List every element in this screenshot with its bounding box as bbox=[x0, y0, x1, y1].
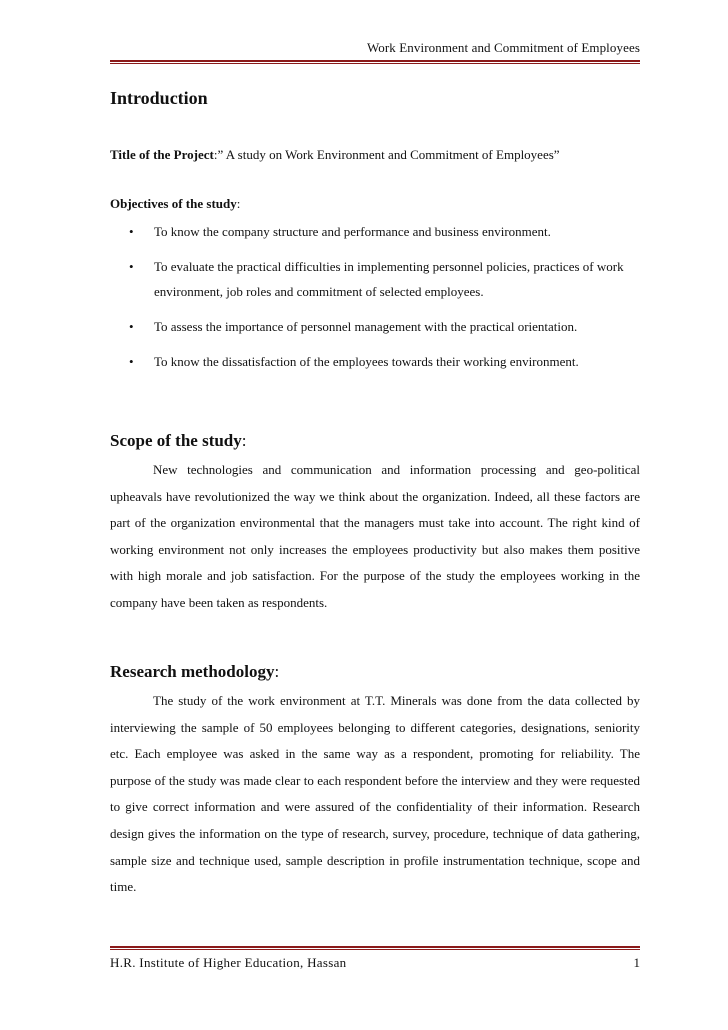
scope-heading bbox=[110, 431, 640, 451]
header-rule-thin bbox=[110, 63, 640, 64]
page-number: 1 bbox=[633, 955, 640, 970]
introduction-heading: Introduction bbox=[110, 88, 208, 108]
footer-rule-thin bbox=[110, 949, 640, 950]
list-item bbox=[110, 219, 640, 244]
methodology-heading bbox=[110, 662, 640, 682]
project-title-line bbox=[110, 147, 640, 163]
bullet-icon: • bbox=[129, 354, 134, 369]
bullet-icon: • bbox=[129, 224, 134, 239]
methodology-paragraph: The study of the work environment at T.T. Minerals was done from the data collected by interviewing the sample of 50 employees belonging to different categories, designations, seniority etc. Each employee was asked in the same way as a respondent, promoting for reliability. The purpose of the study was made clear to each respondent before the interview and they were requested to give correct information and were assured of the confidentiality of their information. Research design gives the information on the type of research, survey, procedure, technique of data gathering, sample size and technique used, sample description in profile instrumentation technique, scope and time. bbox=[110, 693, 640, 895]
project-title-label: Title of the Project bbox=[110, 147, 214, 162]
footer-rule bbox=[110, 946, 640, 948]
objective-text: To know the company structure and performance and business environment. bbox=[154, 224, 551, 239]
list-item bbox=[110, 349, 640, 374]
list-item bbox=[110, 254, 640, 304]
running-header: Work Environment and Commitment of Employees bbox=[366, 40, 640, 55]
objectives-line bbox=[110, 196, 640, 212]
methodology-heading-text: Research methodology bbox=[110, 662, 275, 681]
scope-paragraph: New technologies and communication and information processing and geo-political upheavals have revolutionized the way we think about the organization. Indeed, all these factors are part of the organization environmental that the managers must take into account. The right kind of working environment not only increases the employees productivity but also makes them positive with high morale and job satisfaction. For the purpose of the study the employees working in the company have been taken as respondents. bbox=[110, 462, 640, 610]
scope-heading-text: Scope of the study bbox=[110, 431, 242, 450]
objective-text: To evaluate the practical difficulties in implementing personnel policies, practices of work environment, job roles and commitment of selected employees. bbox=[154, 259, 624, 299]
objectives-label: Objectives of the study bbox=[110, 196, 237, 211]
objective-text: To know the dissatisfaction of the employees towards their working environment. bbox=[154, 354, 579, 369]
bullet-icon: • bbox=[129, 259, 134, 274]
list-item bbox=[110, 314, 640, 339]
objectives-list bbox=[110, 219, 640, 374]
project-title-text: :” A study on Work Environment and Commitment of Employees” bbox=[213, 147, 560, 162]
bullet-icon: • bbox=[129, 319, 134, 334]
footer-institution: H.R. Institute of Higher Education, Hassan bbox=[110, 955, 347, 970]
methodology-heading-colon: : bbox=[274, 662, 280, 681]
scope-heading-colon: : bbox=[241, 431, 247, 450]
header-rule bbox=[110, 60, 640, 62]
objective-text: To assess the importance of personnel management with the practical orientation. bbox=[154, 319, 578, 334]
objectives-colon: : bbox=[236, 196, 241, 211]
